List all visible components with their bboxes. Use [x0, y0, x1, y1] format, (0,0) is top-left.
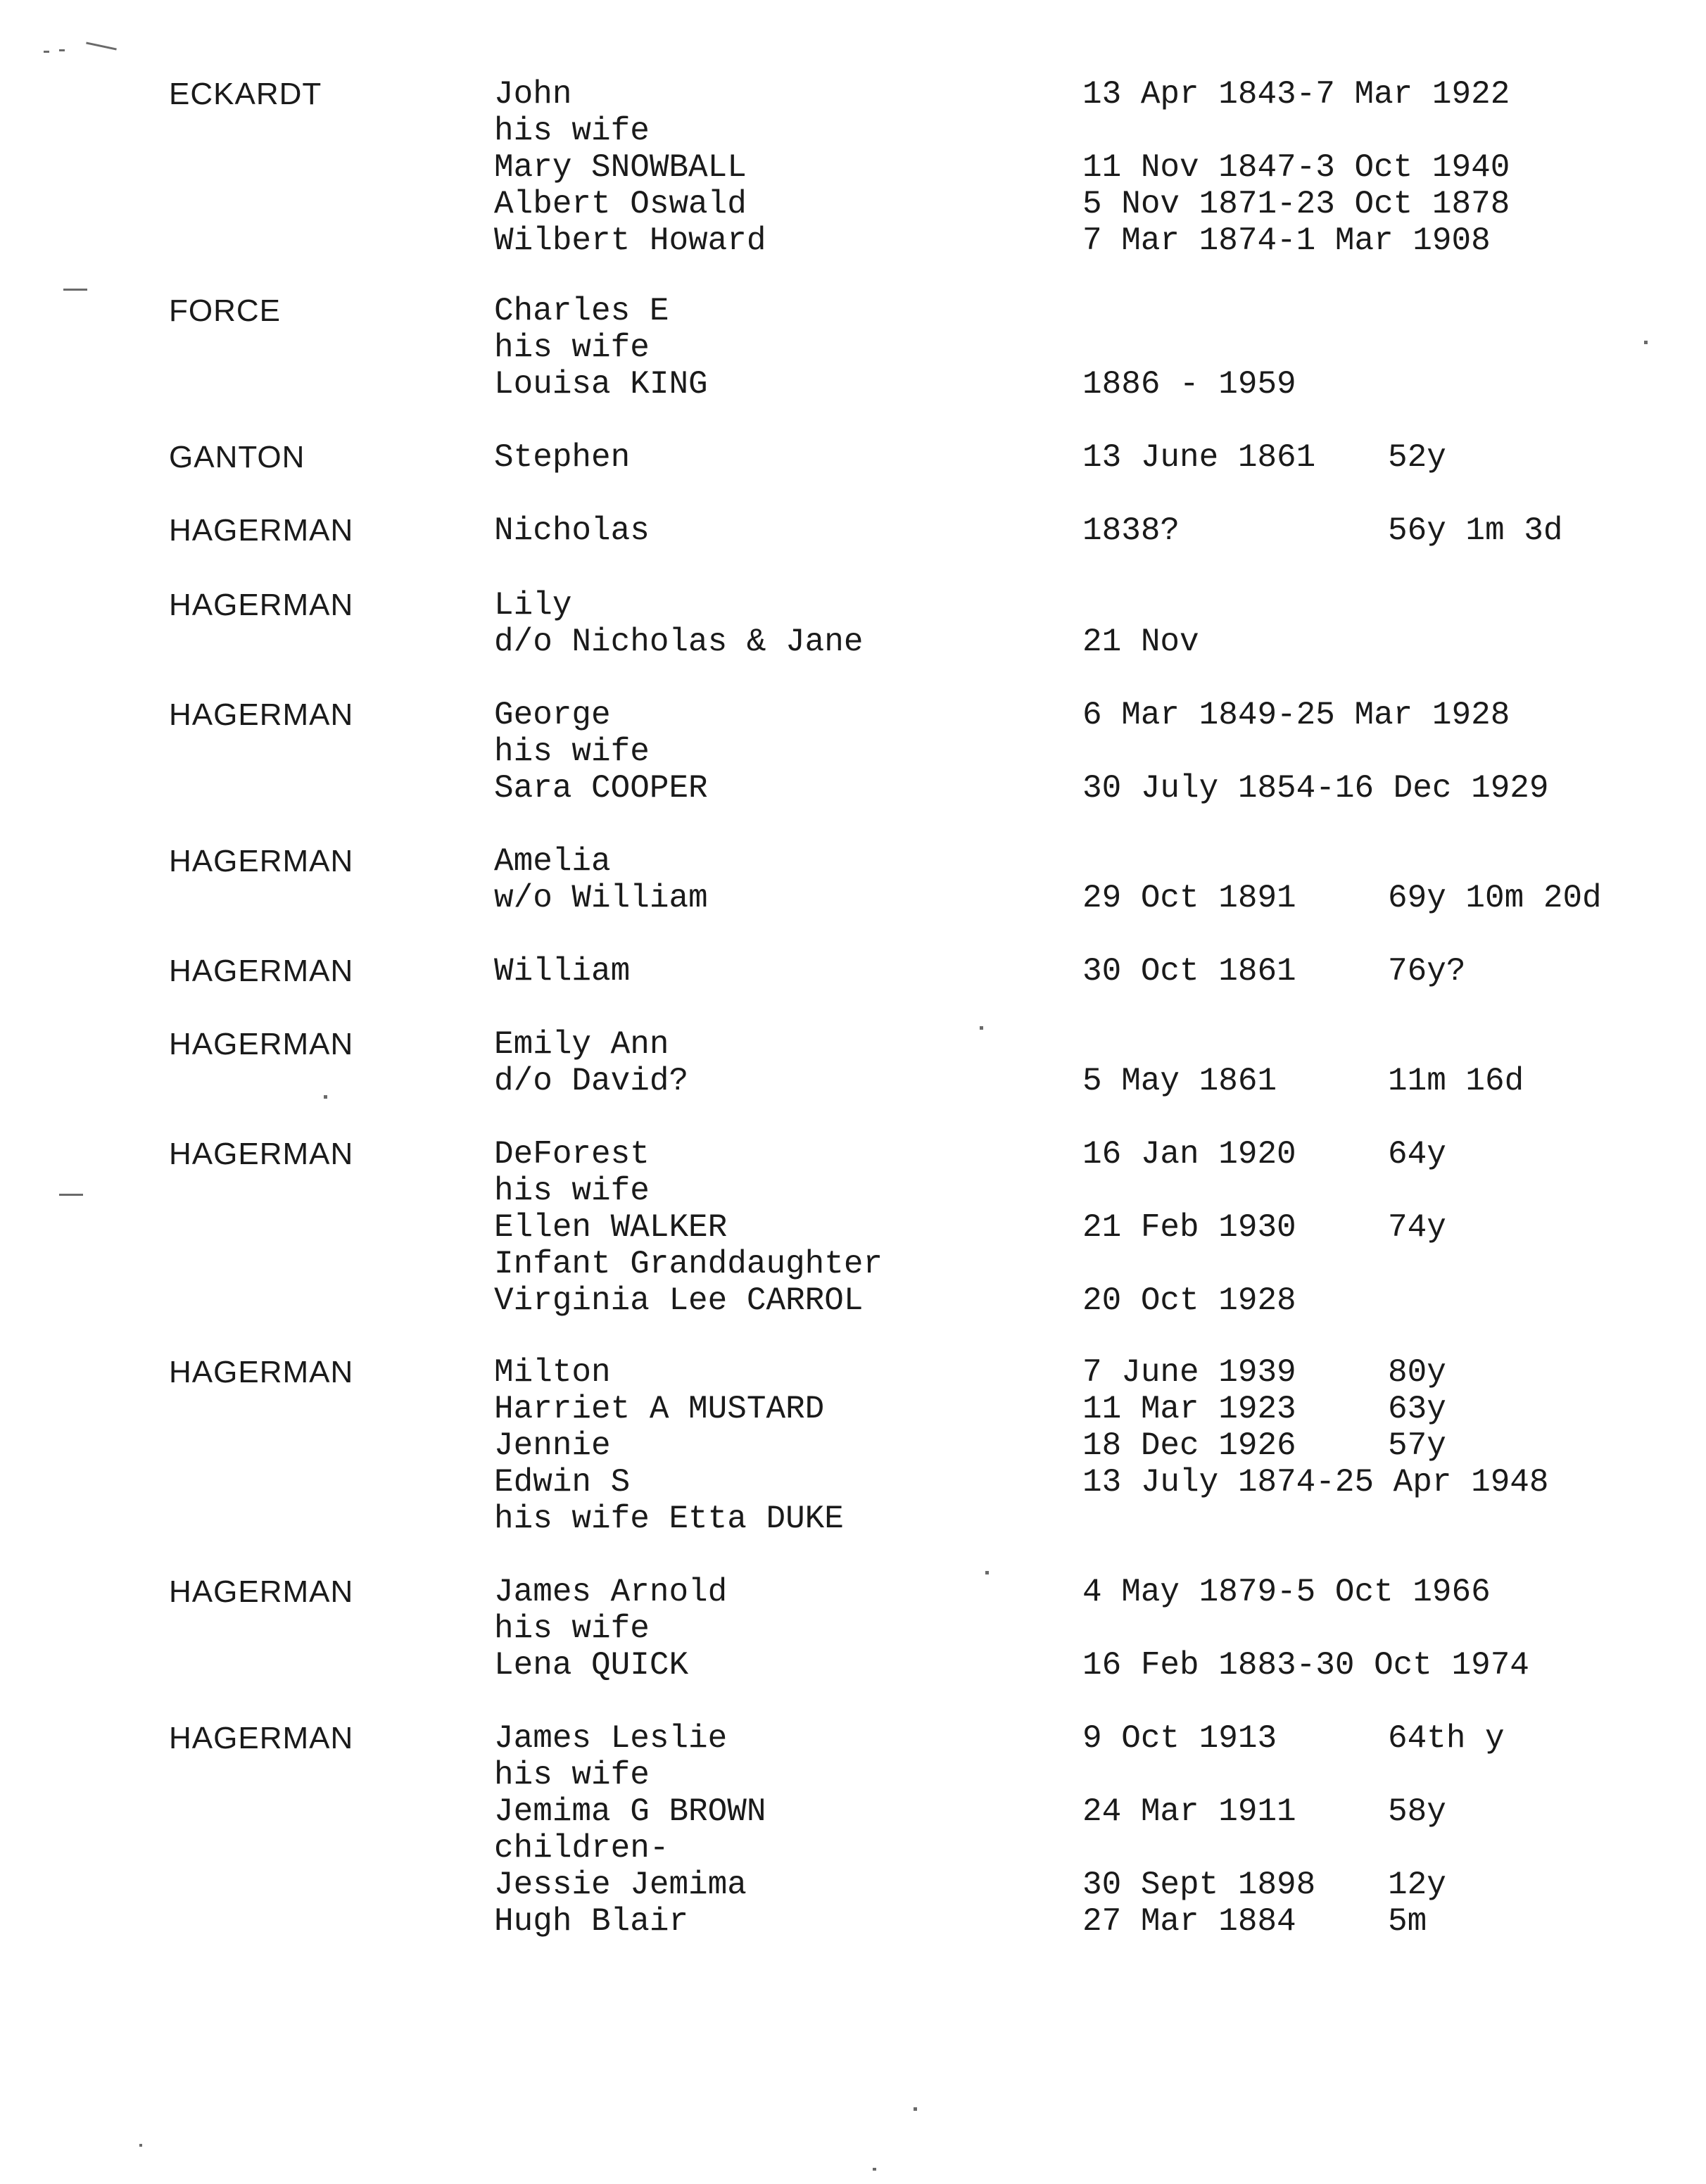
age: 52y [1388, 439, 1446, 476]
person-name: Jessie Jemima [494, 1867, 747, 1903]
age: 56y 1m 3d [1388, 512, 1563, 549]
surname: HAGERMAN [169, 1721, 354, 1755]
date: 30 Sept 1898 [1082, 1867, 1316, 1903]
date: 6 Mar 1849-25 Mar 1928 [1082, 697, 1510, 733]
record-entry [0, 1720, 1706, 1940]
age: 12y [1388, 1867, 1446, 1903]
age: 57y [1388, 1427, 1446, 1464]
surname: HAGERMAN [169, 954, 354, 988]
person-name: Louisa KING [494, 366, 708, 403]
person-name: Lily [494, 587, 572, 624]
record-entry [0, 1026, 1706, 1099]
record-entry [0, 439, 1706, 476]
record-entry [0, 1136, 1706, 1319]
person-name: George [494, 697, 611, 733]
person-name: William [494, 953, 631, 990]
person-name: d/o David? [494, 1063, 689, 1099]
scan-mark [873, 2168, 876, 2171]
scan-mark [44, 51, 49, 53]
surname: HAGERMAN [169, 698, 354, 732]
scan-mark [59, 49, 65, 51]
date: 24 Mar 1911 [1082, 1793, 1296, 1830]
person-name: Harriet A MUSTARD [494, 1391, 825, 1427]
surname: FORCE [169, 293, 281, 328]
record-entry [0, 953, 1706, 990]
surname: GANTON [169, 440, 305, 474]
person-name: d/o Nicholas & Jane [494, 624, 864, 660]
person-name: James Leslie [494, 1720, 728, 1757]
age: 76y? [1388, 953, 1466, 990]
person-name: Stephen [494, 439, 631, 476]
age: 74y [1388, 1209, 1446, 1246]
date: 5 Nov 1871-23 Oct 1878 [1082, 186, 1510, 222]
person-name: Edwin S [494, 1464, 631, 1501]
person-name: James Arnold [494, 1574, 728, 1610]
person-name: Nicholas [494, 512, 650, 549]
age: 80y [1388, 1354, 1446, 1391]
record-entry [0, 512, 1706, 549]
scan-mark [914, 2107, 917, 2111]
person-name: Emily Ann [494, 1026, 669, 1063]
record-entry [0, 76, 1706, 259]
date: 20 Oct 1928 [1082, 1282, 1296, 1319]
date: 21 Feb 1930 [1082, 1209, 1296, 1246]
age: 5m [1388, 1903, 1427, 1940]
date: 13 June 1861 [1082, 439, 1316, 476]
person-name: Ellen WALKER [494, 1209, 728, 1246]
scan-mark [63, 289, 87, 291]
scan-mark [86, 42, 117, 50]
record-entry [0, 1354, 1706, 1537]
age: 64th y [1388, 1720, 1505, 1757]
person-name: Charles E [494, 293, 669, 329]
person-name: Amelia [494, 843, 611, 880]
date: 21 Nov [1082, 624, 1199, 660]
date: 30 Oct 1861 [1082, 953, 1296, 990]
person-name: his wife [494, 329, 650, 366]
person-name: his wife Etta DUKE [494, 1501, 844, 1537]
age: 11m 16d [1388, 1063, 1524, 1099]
surname: HAGERMAN [169, 1137, 354, 1171]
surname: HAGERMAN [169, 513, 354, 548]
date: 13 Apr 1843-7 Mar 1922 [1082, 76, 1510, 113]
age: 69y 10m 20d [1388, 880, 1602, 916]
date: 16 Feb 1883-30 Oct 1974 [1082, 1647, 1529, 1684]
date: 16 Jan 1920 [1082, 1136, 1296, 1173]
age: 64y [1388, 1136, 1446, 1173]
date: 9 Oct 1913 [1082, 1720, 1277, 1757]
record-entry [0, 1574, 1706, 1684]
person-name: Hugh Blair [494, 1903, 689, 1940]
person-name: Infant Granddaughter [494, 1246, 883, 1282]
record-entry [0, 293, 1706, 403]
record-entry [0, 697, 1706, 807]
person-name: Jemima G BROWN [494, 1793, 766, 1830]
date: 1886 - 1959 [1082, 366, 1296, 403]
age: 58y [1388, 1793, 1446, 1830]
person-name: Milton [494, 1354, 611, 1391]
person-name: Virginia Lee CARROL [494, 1282, 864, 1319]
person-name: his wife [494, 1610, 650, 1647]
date: 27 Mar 1884 [1082, 1903, 1296, 1940]
date: 5 May 1861 [1082, 1063, 1277, 1099]
person-name: children- [494, 1830, 669, 1867]
surname: ECKARDT [169, 77, 322, 111]
scan-mark [139, 2144, 142, 2147]
person-name: w/o William [494, 880, 708, 916]
age: 63y [1388, 1391, 1446, 1427]
person-name: Wilbert Howard [494, 222, 766, 259]
person-name: John [494, 76, 572, 113]
surname: HAGERMAN [169, 588, 354, 622]
person-name: Sara COOPER [494, 770, 708, 807]
record-entry [0, 587, 1706, 660]
date: 18 Dec 1926 [1082, 1427, 1296, 1464]
person-name: his wife [494, 113, 650, 149]
date: 30 July 1854-16 Dec 1929 [1082, 770, 1549, 807]
person-name: his wife [494, 733, 650, 770]
date: 7 Mar 1874-1 Mar 1908 [1082, 222, 1491, 259]
person-name: his wife [494, 1757, 650, 1793]
record-entry [0, 843, 1706, 916]
surname: HAGERMAN [169, 844, 354, 878]
date: 13 July 1874-25 Apr 1948 [1082, 1464, 1549, 1501]
person-name: Jennie [494, 1427, 611, 1464]
person-name: DeForest [494, 1136, 650, 1173]
date: 7 June 1939 [1082, 1354, 1296, 1391]
person-name: Mary SNOWBALL [494, 149, 747, 186]
date: 11 Mar 1923 [1082, 1391, 1296, 1427]
date: 1838? [1082, 512, 1180, 549]
date: 11 Nov 1847-3 Oct 1940 [1082, 149, 1510, 186]
date: 29 Oct 1891 [1082, 880, 1296, 916]
surname: HAGERMAN [169, 1027, 354, 1061]
date: 4 May 1879-5 Oct 1966 [1082, 1574, 1491, 1610]
person-name: Albert Oswald [494, 186, 747, 222]
surname: HAGERMAN [169, 1355, 354, 1389]
person-name: Lena QUICK [494, 1647, 689, 1684]
person-name: his wife [494, 1173, 650, 1209]
surname: HAGERMAN [169, 1574, 354, 1609]
